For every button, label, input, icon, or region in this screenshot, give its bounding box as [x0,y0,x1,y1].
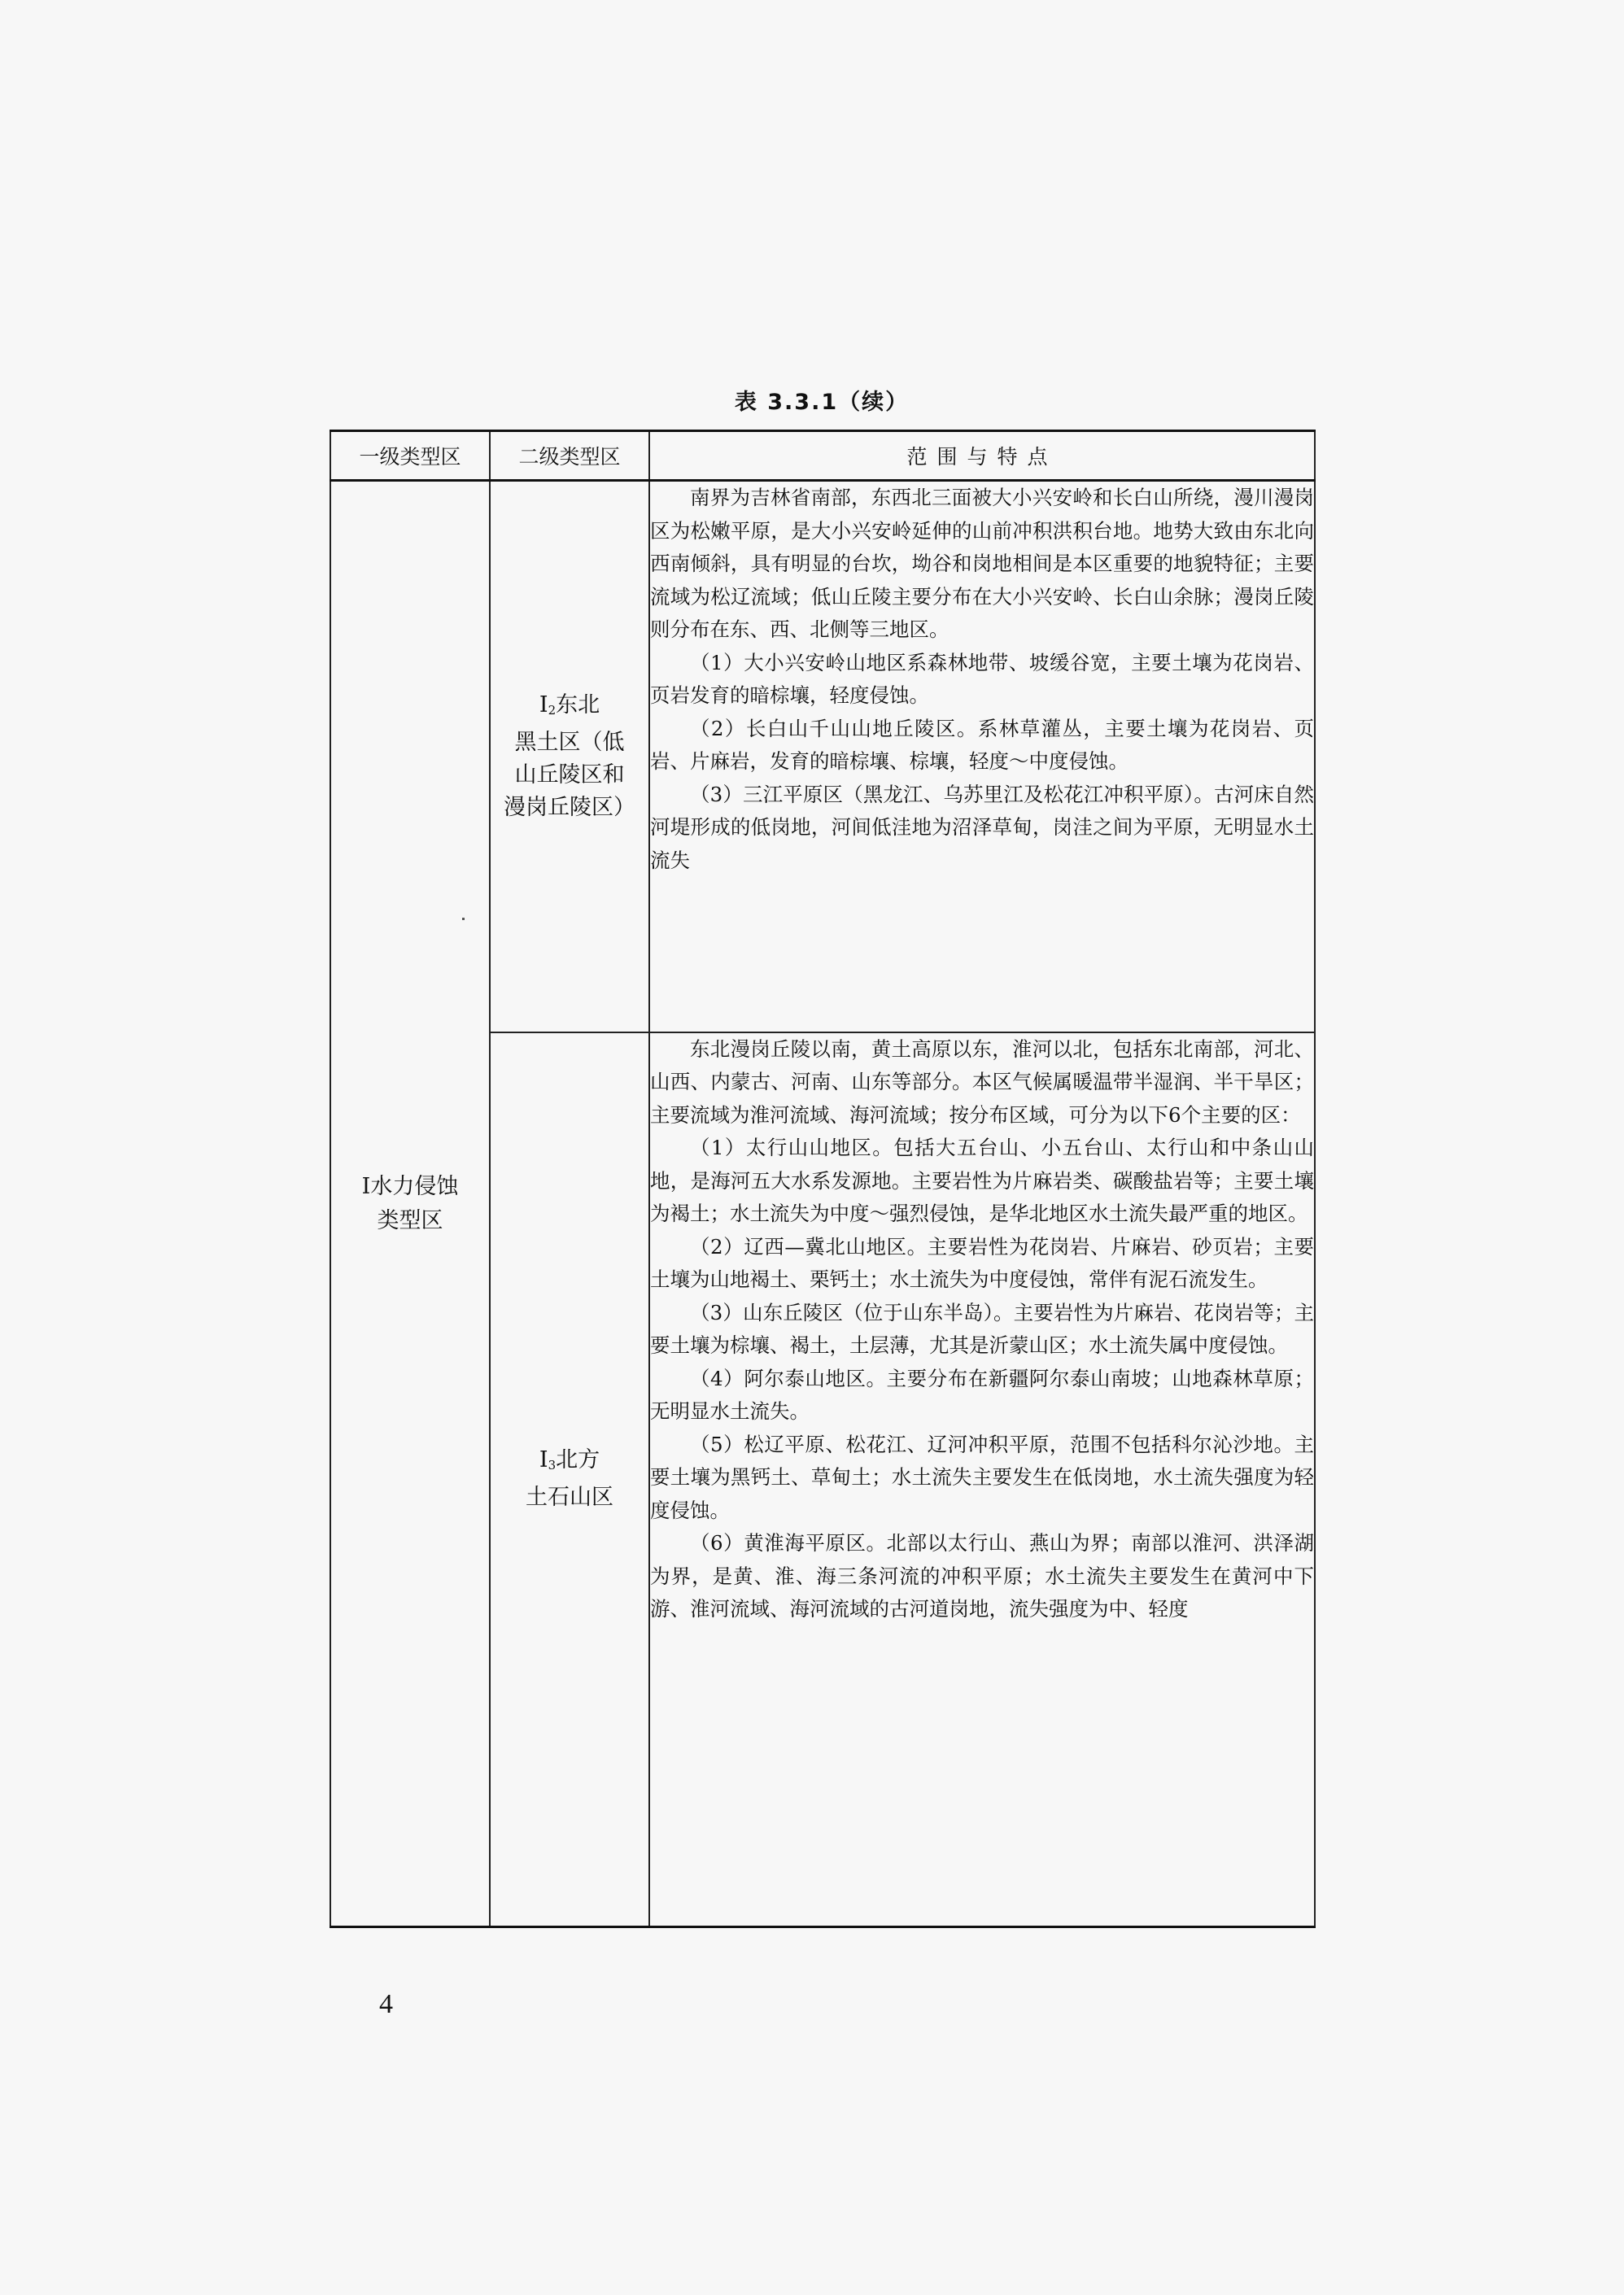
zone-name-line: 土石山区 [526,1485,613,1511]
description-paragraph: （6）黄淮海平原区。北部以太行山、燕山为界；南部以淮河、洪泽湖为界，是黄、淮、海三条河流的冲积平原；水土流失主要发生在黄河中下游、淮河流域、海河流域的古河道岗地，流失强度为中、轻度 [650,1531,1314,1621]
level1-zone-name-line: 类型区 [377,1207,443,1233]
description-paragraph: 东北漫岗丘陵以南，黄土高原以东，淮河以北，包括东北南部，河北、山西、内蒙古、河南、山东等部分。本区气候属暖温带半湿润、半干旱区；主要流域为淮河流域、海河流域；按分布区域，可分为以下6个主要的区： [650,1036,1314,1127]
zone-numeral: Ⅰ [539,1447,548,1473]
description-paragraph: （2）长白山千山山地丘陵区。系林草灌丛，主要土壤为花岗岩、页岩、片麻岩，发育的暗棕壤、棕壤，轻度～中度侵蚀。 [650,716,1314,773]
scan-speck [462,918,465,920]
zone-subscript: 2 [548,702,557,718]
zone-subscript: 3 [548,1458,557,1473]
description-paragraph: （3）三江平原区（黑龙江、乌苏里江及松花江冲积平原）。古河床自然河堤形成的低岗地，河间低洼地为沼泽草甸，岗洼之间为平原，无明显水土流失 [650,782,1314,872]
zone-name-line: 东北 [556,692,600,718]
table-row [330,481,1315,1032]
description-paragraph: （3）山东丘陵区（位于山东半岛）。主要岩性为片麻岩、花岗岩等；主要土壤为棕壤、褐土，土层薄，尤其是沂蒙山区；水土流失属中度侵蚀。 [650,1300,1314,1357]
level1-zone-name-line: Ⅰ水力侵蚀 [361,1173,459,1199]
description-paragraph: （5）松辽平原、松花江、辽河冲积平原，范围不包括科尔沁沙地。主要土壤为黑钙土、草甸土；水土流失主要发生在低岗地，水土流失强度为轻度侵蚀。 [650,1432,1314,1522]
zone-name-line: 黑土区（低 [514,729,625,755]
level2-zone-cell [490,481,649,1032]
zone-name-line: 北方 [556,1447,600,1473]
zone-numeral: Ⅰ [539,692,548,718]
description-paragraph: （1）太行山山地区。包括大五台山、小五台山、太行山和中条山山地，是海河五大水系发源地。主要岩性为片麻岩类、碳酸盐岩等；主要土壤为褐土；水土流失为中度～强烈侵蚀，是华北地区水土流失最严重的地区。 [650,1136,1314,1225]
soil-erosion-zone-table [330,430,1316,1928]
scope-features-cell [649,1032,1315,1927]
header-scope-features: 范围与特点 [649,431,1315,481]
description-paragraph: （2）辽西—冀北山地区。主要岩性为花岗岩、片麻岩、砂页岩；主要土壤为山地褐土、栗钙土；水土流失为中度侵蚀，常伴有泥石流发生。 [650,1234,1314,1291]
header-level1-zone: 一级类型区 [330,431,490,481]
page-number: 4 [379,1989,393,2019]
description-paragraph: （1）大小兴安岭山地区系森林地带、坡缓谷宽，主要土壤为花岗岩、页岩发育的暗棕壤，轻度侵蚀。 [650,650,1314,707]
zone-name-line: 漫岗丘陵区） [504,794,635,820]
description-paragraph: 南界为吉林省南部，东西北三面被大小兴安岭和长白山所绕，漫川漫岗区为松嫩平原，是大小兴安岭延伸的山前冲积洪积台地。地势大致由东北向西南倾斜，具有明显的台坎，坳谷和岗地相间是本区重要的地貌特征；主要流域为松辽流域；低山丘陵主要分布在大小兴安岭、长白山余脉；漫岗丘陵则分布在东、西、北侧等三地区。 [650,486,1314,641]
zone-name-line: 山丘陵区和 [514,761,625,788]
table-header-row [330,431,1315,481]
table-title: 表 3.3.1（续） [734,390,910,415]
scope-features-cell [649,481,1315,1032]
level2-zone-cell [490,1032,649,1927]
description-paragraph: （4）阿尔泰山地区。主要分布在新疆阿尔泰山南坡；山地森林草原；无明显水土流失。 [650,1366,1314,1423]
level1-zone-cell [330,481,490,1927]
header-level2-zone: 二级类型区 [490,431,649,481]
